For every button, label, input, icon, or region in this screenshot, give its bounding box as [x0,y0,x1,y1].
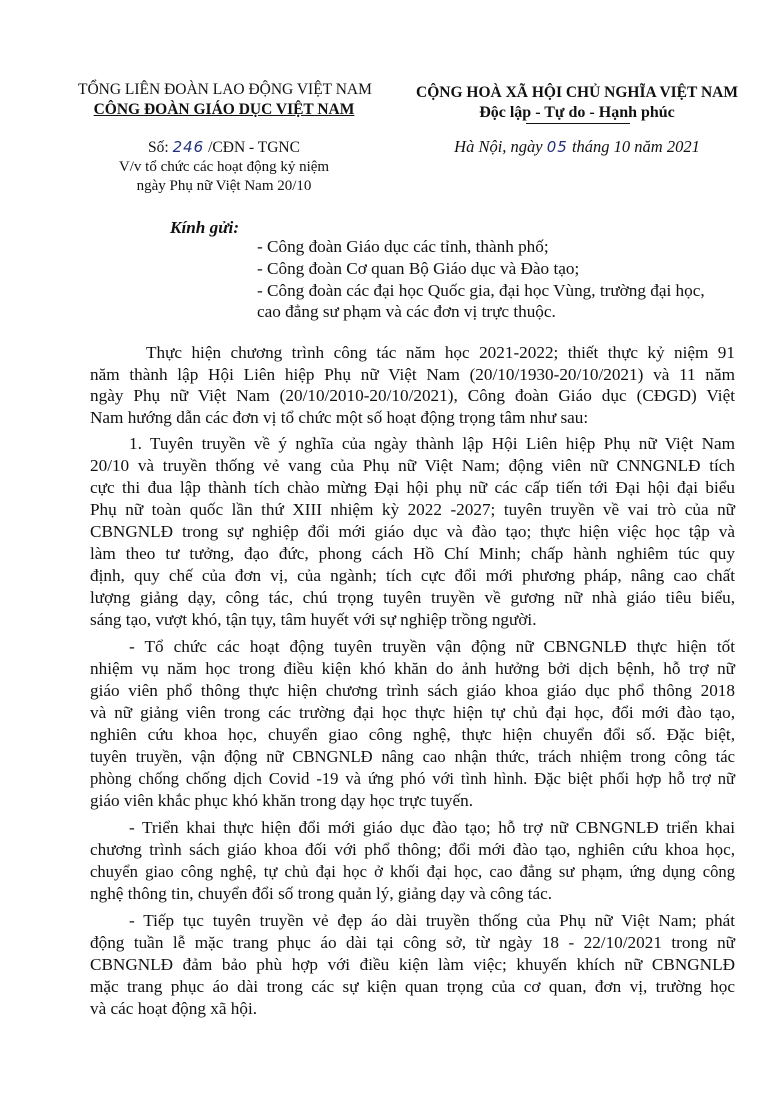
paragraph-line: 20/10 và truyền thống vẻ vang của Phụ nữ Việt Nam; động viên nữ CNNGNLĐ tích [90,456,735,475]
paragraph-line: chương trình sách giáo khoa đối với phổ thông; đổi mới đào tạo, nghiên cứu khoa học, [90,840,735,859]
paragraph-line: phòng chống chống dịch Covid -19 và ứng phó với tình hình. Đặc biệt phối hợp hỗ trợ nữ [90,769,735,788]
paragraph-line: nghệ thông tin, chuyển đổi số trong quản lý, giảng dạy và công tác. [90,884,553,903]
paragraph-line: 1. Tuyên truyền về ý nghĩa của ngày thành lập Hội Liên hiệp Phụ nữ Việt Nam [129,434,735,453]
paragraph-line: CBNGNLĐ đảm bảo phù hợp với điều kiện làm việc; khuyến khích nữ CBNGNLĐ [90,955,735,974]
paragraph-line: sáng tạo, vượt khó, tận tụy, tâm huyết với sự nghiệp trồng người. [90,610,537,629]
recipient-item: cao đẳng sư phạm và các đơn vị trực thuộc. [257,302,556,321]
number-suffix: /CĐN - TGNC [208,139,300,156]
paragraph-line: CBNGNLĐ trong sự nghiệp đổi mới giáo dục và đào tạo; thực hiện việc học tập và [90,522,735,541]
paragraph-line: giáo viên phổ thông thực hiện chương trình sách giáo khoa giáo dục phổ thông 2018 [90,681,735,700]
date-line [404,137,750,157]
paragraph-line: cực thi đua lập thành tích chào mừng Đại hội phụ nữ các cấp tiến tới Đại hội đại biểu [90,478,735,497]
paragraph-line: - Tiếp tục tuyên truyền vẻ đẹp áo dài truyền thống của Phụ nữ Việt Nam; phát [129,911,735,930]
date-suffix: tháng 10 năm 2021 [571,137,700,156]
recipient-item: - Công đoàn các đại học Quốc gia, đại học Vùng, trường đại học, [257,281,705,300]
recipient-item: - Công đoàn Giáo dục các tỉnh, thành phố; [257,237,549,256]
national-title: CỘNG HOÀ XÃ HỘI CHỦ NGHĨA VIỆT NAM [416,84,738,101]
paragraph-line: chuyển giao công nghệ, tự chủ đại học ở khối đại học, cao đẳng sư phạm, ứng dụng công [90,862,735,881]
national-motto: Độc lập - Tự do - Hạnh phúc [479,104,675,121]
paragraph-line: giáo viên khắc phục khó khăn trong dạy học trực tuyến. [90,791,474,810]
paragraph-line: làm theo tư tưởng, đạo đức, phong cách Hồ Chí Minh; chấp hành nghiêm túc quy [90,544,735,563]
paragraph-line: mặc trang phục áo dài trong các sự kiện quan trọng của cơ quan, đơn vị, trường học [90,977,735,996]
paragraph-line: ngày Phụ nữ Việt Nam (20/10/2010-20/10/2021), Công đoàn Giáo dục (CĐGD) Việt [90,386,735,405]
paragraph-line: và nữ giảng viên trong các trường đại học thực hiện tự chủ đại học, đổi mới đào tạo, [90,703,735,722]
paragraph-line: Thực hiện chương trình công tác năm học 2021-2022; thiết thực kỷ niệm 91 [146,343,735,362]
paragraph-line: tuyên truyền, vận động nữ CBNGNLĐ nâng cao nhận thức, trách nhiệm trong công tác [90,747,735,766]
paragraph-line: và các hoạt động xã hội. [90,999,258,1018]
paragraph-line: lượng giảng dạy, công tác, chú trọng tuyên truyền về gương nữ nhà giáo tiêu biểu, [90,588,735,607]
motto-underline [526,123,630,124]
paragraph-line: Phụ nữ toàn quốc lần thứ XIII nhiệm kỳ 2022 -2027; tuyên truyền về vai trò của nữ [90,500,735,519]
paragraph-line: động tuần lễ mặc trang phục áo dài tại công sở, từ ngày 18 - 22/10/2021 trong nữ [90,933,735,952]
number-prefix: Số: [148,139,169,156]
recipients-label: Kính gửi: [170,218,240,237]
subject-line-1: V/v tổ chức các hoạt động kỷ niệm [118,159,330,175]
paragraph-line: nhiệm vụ năm học trong điều kiện khó khăn do ảnh hưởng bởi dịch bệnh, hỗ trợ nữ [90,659,735,678]
paragraph-line: Nam hướng dẫn các đơn vị tổ chức một số hoạt động trọng tâm như sau: [90,408,589,427]
recipient-item: - Công đoàn Cơ quan Bộ Giáo dục và Đào tạo; [257,259,580,278]
paragraph-line: nghiên cứu khoa học, chuyển giao công nghệ, thực hiện chuyển đổi số. Đặc biệt, [90,725,735,744]
paragraph-line: - Tổ chức các hoạt động tuyên truyền vận động nữ CBNGNLĐ thực hiện tốt [129,637,735,656]
document-number [78,137,370,158]
paragraph-line: năm thành lập Hội Liên hiệp Phụ nữ Việt Nam (20/10/1930-20/10/2021) và 11 năm [90,365,735,384]
handwritten-day: 05 [546,138,568,156]
parent-organization: TỔNG LIÊN ĐOÀN LAO ĐỘNG VIỆT NAM [78,81,372,98]
handwritten-number: 246 [172,138,205,156]
paragraph-line: - Triển khai thực hiện đổi mới giáo dục đào tạo; hỗ trợ nữ CBNGNLĐ triển khai [129,818,735,837]
issuing-organization: CÔNG ĐOÀN GIÁO DỤC VIỆT NAM [93,101,355,118]
date-prefix: Hà Nội, ngày [454,137,543,156]
paragraph-line: định, quy chế của đơn vị, của ngành; tích cực đổi mới phương pháp, nâng cao chất [90,566,735,585]
subject-line-2: ngày Phụ nữ Việt Nam 20/10 [136,178,312,194]
